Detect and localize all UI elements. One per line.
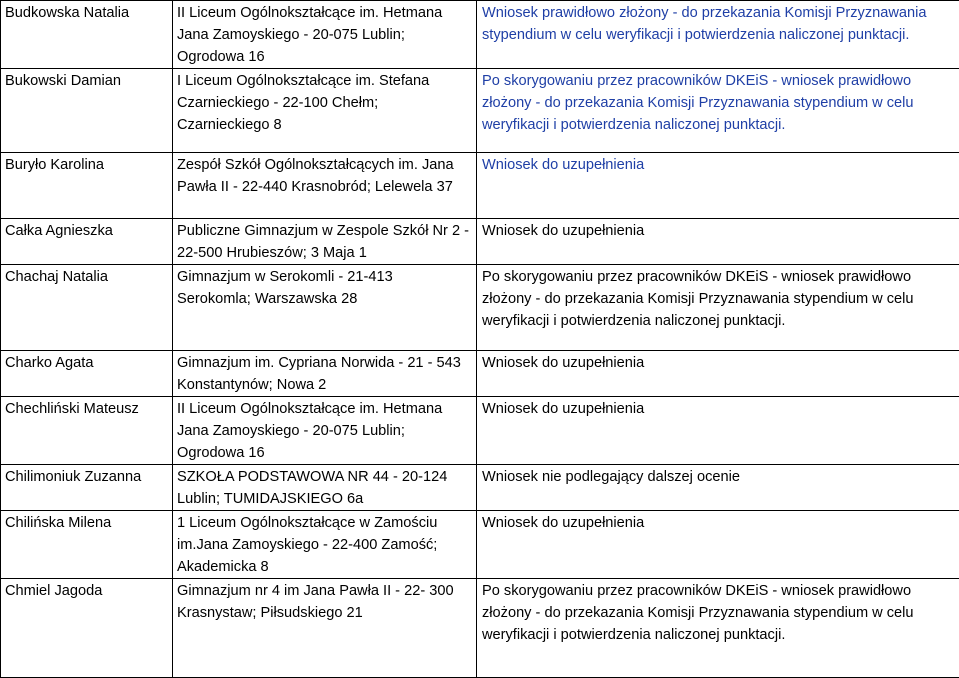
school-line: Zespół Szkół Ogólnokształcących im. Jana xyxy=(177,154,473,176)
school-line: Gimnazjum nr 4 im Jana Pawła II - 22- 300 xyxy=(177,580,473,602)
school-cell xyxy=(173,465,477,511)
school-cell xyxy=(173,397,477,465)
table-row xyxy=(1,219,959,265)
school-line: Krasnystaw; Piłsudskiego 21 xyxy=(177,602,473,624)
school-line: Jana Zamoyskiego - 20-075 Lublin; xyxy=(177,420,473,442)
applicant-name: Całka Agnieszka xyxy=(1,219,173,265)
school-cell xyxy=(173,351,477,397)
school-line: Jana Zamoyskiego - 20-075 Lublin; xyxy=(177,24,473,46)
school-cell xyxy=(173,265,477,351)
table-row xyxy=(1,1,959,69)
table-row xyxy=(1,397,959,465)
application-status: Wniosek do uzupełnienia xyxy=(477,351,959,397)
application-status: Wniosek do uzupełnienia xyxy=(477,511,959,579)
application-status: Po skorygowaniu przez pracowników DKEiS - wniosek prawidłowo złożony - do przekazania Komisji Przyznawania stypendium w celu weryfikacji i potwierdzenia naliczonej punktacji. xyxy=(477,69,959,153)
school-line: Publiczne Gimnazjum w Zespole Szkół Nr 2 - xyxy=(177,220,473,242)
applicant-name: Charko Agata xyxy=(1,351,173,397)
table-row xyxy=(1,265,959,351)
table-row xyxy=(1,153,959,219)
school-line: Lublin; TUMIDAJSKIEGO 6a xyxy=(177,488,473,510)
table-row xyxy=(1,351,959,397)
application-status: Po skorygowaniu przez pracowników DKEiS - wniosek prawidłowo złożony - do przekazania Komisji Przyznawania stypendium w celu weryfikacji i potwierdzenia naliczonej punktacji. xyxy=(477,265,959,351)
school-line: im.Jana Zamoyskiego - 22-400 Zamość; xyxy=(177,534,473,556)
school-cell xyxy=(173,69,477,153)
applicant-name: Chechliński Mateusz xyxy=(1,397,173,465)
school-cell xyxy=(173,219,477,265)
school-line: II Liceum Ogólnokształcące im. Hetmana xyxy=(177,398,473,420)
school-line: 22-500 Hrubieszów; 3 Maja 1 xyxy=(177,242,473,264)
school-cell xyxy=(173,1,477,69)
school-line: Pawła II - 22-440 Krasnobród; Lelewela 37 xyxy=(177,176,473,198)
school-line: II Liceum Ogólnokształcące im. Hetmana xyxy=(177,2,473,24)
school-line: I Liceum Ogólnokształcące im. Stefana xyxy=(177,70,473,92)
table-row xyxy=(1,69,959,153)
application-status: Wniosek nie podlegający dalszej ocenie xyxy=(477,465,959,511)
school-line: 1 Liceum Ogólnokształcące w Zamościu xyxy=(177,512,473,534)
school-line: Serokomla; Warszawska 28 xyxy=(177,288,473,310)
applicant-name: Chilińska Milena xyxy=(1,511,173,579)
applicant-name: Budkowska Natalia xyxy=(1,1,173,69)
school-cell xyxy=(173,153,477,219)
applicant-name: Chmiel Jagoda xyxy=(1,579,173,678)
application-status: Wniosek do uzupełnienia xyxy=(477,153,959,219)
school-line: Czarnieckiego 8 xyxy=(177,114,473,136)
school-line: Ogrodowa 16 xyxy=(177,46,473,68)
application-status: Wniosek do uzupełnienia xyxy=(477,397,959,465)
school-line: Konstantynów; Nowa 2 xyxy=(177,374,473,396)
school-line: Czarnieckiego - 22-100 Chełm; xyxy=(177,92,473,114)
school-line: Ogrodowa 16 xyxy=(177,442,473,464)
school-line: SZKOŁA PODSTAWOWA NR 44 - 20-124 xyxy=(177,466,473,488)
school-line: Gimnazjum im. Cypriana Norwida - 21 - 543 xyxy=(177,352,473,374)
school-line: Akademicka 8 xyxy=(177,556,473,578)
school-line: Gimnazjum w Serokomli - 21-413 xyxy=(177,266,473,288)
school-cell xyxy=(173,511,477,579)
application-status: Wniosek do uzupełnienia xyxy=(477,219,959,265)
table-row xyxy=(1,465,959,511)
applicant-name: Chachaj Natalia xyxy=(1,265,173,351)
applicant-name: Bukowski Damian xyxy=(1,69,173,153)
application-status: Wniosek prawidłowo złożony - do przekazania Komisji Przyznawania stypendium w celu weryfikacji i potwierdzenia naliczonej punktacji. xyxy=(477,1,959,69)
applicant-name: Chilimoniuk Zuzanna xyxy=(1,465,173,511)
application-status: Po skorygowaniu przez pracowników DKEiS - wniosek prawidłowo złożony - do przekazania Komisji Przyznawania stypendium w celu weryfikacji i potwierdzenia naliczonej punktacji. xyxy=(477,579,959,678)
table-row xyxy=(1,511,959,579)
applicant-name: Buryło Karolina xyxy=(1,153,173,219)
